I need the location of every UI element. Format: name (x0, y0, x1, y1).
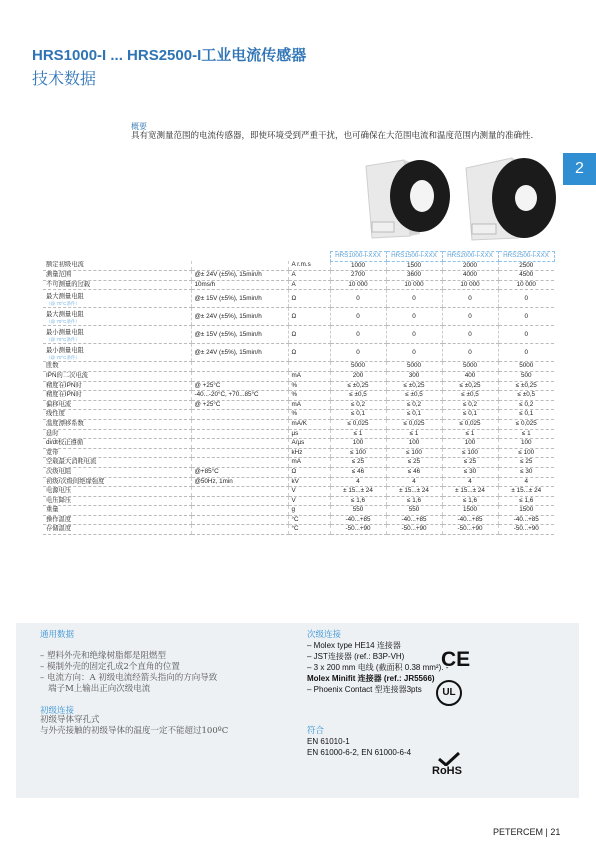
spec-row (43, 496, 554, 506)
spec-param (43, 410, 191, 420)
spec-value: ≤ 46 (330, 467, 386, 477)
spec-param (43, 271, 191, 281)
spec-value: ≤ 1 (386, 429, 442, 439)
spec-row (43, 410, 554, 420)
spec-value: ≤ 100 (498, 448, 554, 458)
spec-value: 5000 (498, 362, 554, 372)
spec-row (43, 261, 554, 271)
spec-condition: @± 15V (±5%), 15min/h (191, 326, 288, 344)
spec-header-row (43, 252, 554, 262)
spec-row (43, 439, 554, 449)
spec-value: ≤ 0,2 (386, 400, 442, 410)
spec-param-label: 次级电阻 (46, 467, 72, 475)
spec-unit: A (288, 280, 330, 290)
description-text: 具有宽测量范围的电流传感器，即使环境受到严重干扰，也可确保在大范围电流和温度范围内测量的准确性. (131, 131, 534, 141)
spec-condition (191, 419, 288, 429)
spec-param-note: （@ 70°C条件） (46, 354, 80, 360)
spec-param-label: 额定初级电流 (46, 261, 84, 269)
spec-param-label: 初级/次级间绝缘强度 (46, 477, 105, 485)
spec-unit: kHz (288, 448, 330, 458)
general-item: – 塑料外壳和绝缘树脂都是阻燃型 (40, 651, 166, 661)
spec-row (43, 271, 554, 281)
spec-row (43, 515, 554, 525)
product-image-large (462, 152, 558, 242)
spec-param-note: （@ 70°C条件） (46, 318, 80, 324)
spec-param-label: 精度在IPN时 (46, 391, 82, 399)
spec-value: 0 (386, 308, 442, 326)
spec-table (43, 251, 555, 535)
spec-value: ± 15...± 24 (386, 487, 442, 497)
compliance-line: EN 61000-6-2, EN 61000-6-4 (307, 748, 412, 757)
spec-condition (191, 371, 288, 381)
spec-condition: @ +25°C (191, 400, 288, 410)
spec-value: 4500 (498, 271, 554, 281)
general-item: – 电流方向：A 初级电流经箭头指向的方向导致 (40, 673, 218, 683)
spec-param-label: 最小测量电阻 (46, 346, 84, 354)
spec-param (43, 400, 191, 410)
spec-row (43, 391, 554, 401)
spec-unit: mA (288, 371, 330, 381)
spec-param-label: 不可测量的过载 (46, 280, 91, 288)
spec-param-label: di/dt校正遵循 (46, 439, 84, 447)
spec-param-label: 操作温度 (46, 515, 72, 523)
page-subtitle: 技术数据 (32, 71, 97, 88)
product-image-small (358, 152, 454, 242)
spec-param-label: 匝数 (46, 362, 59, 370)
spec-row (43, 400, 554, 410)
spec-value: 4 (442, 477, 498, 487)
spec-param (43, 419, 191, 429)
spec-param (43, 344, 191, 362)
spec-value: 0 (442, 308, 498, 326)
spec-value: ≤ ±0,5 (442, 391, 498, 401)
spec-param (43, 439, 191, 449)
spec-value: 0 (330, 326, 386, 344)
spec-value: 0 (386, 326, 442, 344)
spec-condition: @ +25°C (191, 381, 288, 391)
spec-condition (191, 525, 288, 535)
spec-unit: % (288, 410, 330, 420)
spec-row (43, 487, 554, 497)
spec-unit: mA (288, 400, 330, 410)
spec-value: ≤ 0,2 (330, 400, 386, 410)
spec-value: 4 (498, 477, 554, 487)
spec-value: ≤ 0,025 (330, 419, 386, 429)
spec-condition: @± 15V (±5%), 15min/h (191, 290, 288, 308)
spec-unit: % (288, 381, 330, 391)
spec-value: 0 (498, 344, 554, 362)
general-item: 端子M上输出正向次级电流 (40, 684, 151, 694)
footer (493, 827, 560, 837)
spec-value: ≤ 0,1 (498, 410, 554, 420)
spec-param (43, 496, 191, 506)
spec-value: -50...+90 (498, 525, 554, 535)
spec-row (43, 429, 554, 439)
spec-value: ≤ 25 (330, 458, 386, 468)
spec-value: ≤ ±0,5 (498, 391, 554, 401)
spec-value: ≤ 1 (330, 429, 386, 439)
spec-param-label: 最大测量电阻 (46, 310, 84, 318)
spec-param-label: 最大测量电阻 (46, 292, 84, 300)
spec-value: 0 (442, 326, 498, 344)
spec-param (43, 506, 191, 516)
spec-condition: @50Hz, 1min (191, 477, 288, 487)
spec-param-label: 测量范围 (46, 271, 72, 279)
spec-unit: Ω (288, 344, 330, 362)
spec-param-label: 延时 (46, 429, 59, 437)
spec-value: 4000 (442, 271, 498, 281)
spec-unit: mA/K (288, 419, 330, 429)
ce-mark-icon: CE (441, 648, 471, 671)
spec-unit: Ω (288, 467, 330, 477)
spec-row (43, 290, 554, 308)
spec-value: ≤ ±0,5 (330, 391, 386, 401)
spec-value: 2500 (498, 261, 554, 271)
spec-value: ≤ ±0,5 (386, 391, 442, 401)
spec-param-label: 精度在IPN时 (46, 381, 82, 389)
spec-value: 100 (330, 439, 386, 449)
spec-value: 400 (442, 371, 498, 381)
spec-value: 0 (330, 290, 386, 308)
spec-value: 550 (330, 506, 386, 516)
spec-condition (191, 429, 288, 439)
spec-value: ≤ 0,2 (498, 400, 554, 410)
spec-value: 0 (498, 326, 554, 344)
spec-col-header: HRS1000-I-XXX (330, 252, 386, 262)
spec-row (43, 381, 554, 391)
spec-value: 0 (386, 290, 442, 308)
spec-row (43, 280, 554, 290)
spec-condition (191, 487, 288, 497)
spec-value: 5000 (386, 362, 442, 372)
spec-value: ≤ ±0,25 (498, 381, 554, 391)
spec-value: -50...+90 (386, 525, 442, 535)
section-tab: 2 (563, 153, 596, 185)
footer-brand: PETERCEM (493, 827, 544, 837)
spec-value: -40...+85 (498, 515, 554, 525)
spec-condition (191, 261, 288, 271)
spec-param-label: 电压降压 (46, 496, 72, 504)
spec-condition (191, 362, 288, 372)
spec-condition (191, 496, 288, 506)
secondary-line: – 3 x 200 mm 电线 (截面积 0.38 mm²). - (307, 663, 449, 672)
spec-value: 550 (386, 506, 442, 516)
spec-row (43, 458, 554, 468)
spec-value: -40...+85 (442, 515, 498, 525)
spec-param (43, 448, 191, 458)
spec-condition: @± 24V (±5%), 15min/h (191, 271, 288, 281)
spec-value: 4 (330, 477, 386, 487)
spec-param (43, 467, 191, 477)
spec-row (43, 506, 554, 516)
spec-value: ≤ 100 (386, 448, 442, 458)
spec-value: ± 15...± 24 (442, 487, 498, 497)
spec-value: 0 (330, 344, 386, 362)
spec-value: ≤ 0,1 (386, 410, 442, 420)
spec-value: 1500 (386, 261, 442, 271)
spec-param-label: 空载最大消耗电流 (46, 458, 97, 466)
spec-col-header: HRS2000-I-XXX (442, 252, 498, 262)
spec-param (43, 487, 191, 497)
spec-condition: @+85°C (191, 467, 288, 477)
spec-param (43, 290, 191, 308)
spec-value: 0 (330, 308, 386, 326)
spec-condition (191, 448, 288, 458)
secondary-heading: 次级连接 (307, 629, 342, 639)
info-box (16, 623, 579, 798)
spec-param-label: 偏移电流 (46, 400, 72, 408)
spec-value: 100 (498, 439, 554, 449)
spec-param-label: 最小测量电阻 (46, 328, 84, 336)
spec-condition: 10ms/h (191, 280, 288, 290)
spec-param (43, 525, 191, 535)
spec-value: ≤ 0,1 (442, 410, 498, 420)
spec-param-note: （@ 70°C条件） (46, 300, 80, 306)
spec-row (43, 525, 554, 535)
spec-value: ≤ 100 (330, 448, 386, 458)
spec-value: ≤ 1,6 (498, 496, 554, 506)
spec-unit: A/µs (288, 439, 330, 449)
spec-condition (191, 410, 288, 420)
general-item: – 模制外壳的固定孔成2个直角的位置 (40, 662, 180, 672)
spec-unit: A r.m.s (288, 261, 330, 271)
primary-line: 与外壳接触的初级导体的温度一定不能超过100ºC (40, 726, 229, 736)
spec-condition (191, 458, 288, 468)
spec-col-header: HRS2500-I-XXX (498, 252, 554, 262)
spec-value: 0 (442, 290, 498, 308)
spec-value: ≤ 0,025 (386, 419, 442, 429)
secondary-line: Molex Minifit 连接器 (ref.: JR5566) (307, 674, 435, 683)
spec-row (43, 419, 554, 429)
spec-row (43, 326, 554, 344)
spec-param (43, 458, 191, 468)
spec-condition (191, 515, 288, 525)
spec-value: 10 000 (386, 280, 442, 290)
spec-param-label: 宽带 (46, 448, 59, 456)
spec-param (43, 261, 191, 271)
spec-value: ± 15...± 24 (330, 487, 386, 497)
spec-value: ≤ ±0,25 (442, 381, 498, 391)
spec-value: 10 000 (330, 280, 386, 290)
spec-value: ≤ 1 (498, 429, 554, 439)
spec-value: ≤ 0,2 (442, 400, 498, 410)
spec-value: ≤ 0,025 (442, 419, 498, 429)
spec-value: 5000 (330, 362, 386, 372)
spec-value: ≤ ±0,25 (386, 381, 442, 391)
footer-separator: | (545, 827, 548, 837)
spec-value: ≤ 25 (498, 458, 554, 468)
spec-value: ≤ 1 (442, 429, 498, 439)
spec-value: 0 (442, 344, 498, 362)
spec-row (43, 467, 554, 477)
spec-row (43, 477, 554, 487)
spec-unit: % (288, 391, 330, 401)
spec-value: 100 (386, 439, 442, 449)
spec-value: -40...+85 (330, 515, 386, 525)
spec-value: ≤ ±0,25 (330, 381, 386, 391)
spec-unit: Ω (288, 290, 330, 308)
spec-param (43, 381, 191, 391)
compliance-heading: 符合 (307, 725, 325, 735)
spec-param-label: 重量 (46, 506, 59, 514)
page-number: 21 (550, 827, 561, 837)
spec-value: ≤ 0,1 (330, 410, 386, 420)
spec-param (43, 326, 191, 344)
spec-unit: °C (288, 515, 330, 525)
spec-value: ≤ 0,025 (498, 419, 554, 429)
spec-unit: mA (288, 458, 330, 468)
spec-unit: °C (288, 525, 330, 535)
spec-value: ≤ 25 (442, 458, 498, 468)
spec-unit: kV (288, 477, 330, 487)
spec-value: 0 (498, 308, 554, 326)
spec-param (43, 477, 191, 487)
spec-row (43, 308, 554, 326)
rohs-mark-icon: RoHS (432, 765, 462, 777)
spec-value: ≤ 1,6 (386, 496, 442, 506)
spec-param (43, 429, 191, 439)
spec-value: 2000 (442, 261, 498, 271)
secondary-line: – Phoenix Contact 型连接器3pts (307, 685, 422, 694)
spec-unit (288, 362, 330, 372)
spec-param-label: 线性度 (46, 410, 65, 418)
secondary-line: – Molex type HE14 连接器 (307, 641, 401, 650)
spec-value: 200 (330, 371, 386, 381)
compliance-line: EN 61010-1 (307, 737, 350, 746)
spec-value: ≤ 25 (386, 458, 442, 468)
spec-value: 4 (386, 477, 442, 487)
spec-condition (191, 506, 288, 516)
spec-value: 500 (498, 371, 554, 381)
spec-value: 2700 (330, 271, 386, 281)
spec-value: 1500 (498, 506, 554, 516)
secondary-line: – JST连接器 (ref.: B3P-VH) (307, 652, 405, 661)
spec-value: ≤ 1,6 (442, 496, 498, 506)
spec-value: -40...+85 (386, 515, 442, 525)
spec-param (43, 280, 191, 290)
spec-value: ≤ 30 (442, 467, 498, 477)
spec-param-label: IPN的二次电流 (46, 371, 88, 379)
spec-value: 0 (386, 344, 442, 362)
ul-mark-icon: UL (436, 680, 462, 706)
spec-unit: V (288, 496, 330, 506)
spec-param (43, 391, 191, 401)
check-mark-icon (438, 752, 460, 766)
spec-value: -50...+90 (330, 525, 386, 535)
spec-unit: A (288, 271, 330, 281)
spec-value: 300 (386, 371, 442, 381)
spec-condition: -40...-20°C, +70...85°C (191, 391, 288, 401)
spec-value: 100 (442, 439, 498, 449)
spec-unit: g (288, 506, 330, 516)
spec-param (43, 371, 191, 381)
spec-unit: µs (288, 429, 330, 439)
spec-row (43, 448, 554, 458)
spec-param (43, 515, 191, 525)
spec-row (43, 362, 554, 372)
spec-value: 10 000 (498, 280, 554, 290)
spec-condition (191, 439, 288, 449)
spec-col-header: HRS1500-I-XXX (386, 252, 442, 262)
general-heading: 通用数据 (40, 629, 75, 639)
description-label: 概要 (131, 122, 147, 131)
spec-row (43, 344, 554, 362)
spec-value: 1000 (330, 261, 386, 271)
spec-unit: Ω (288, 308, 330, 326)
spec-value: ≤ 30 (498, 467, 554, 477)
spec-value: ≤ 46 (386, 467, 442, 477)
spec-param-label: 存储温度 (46, 525, 72, 533)
spec-value: 0 (498, 290, 554, 308)
spec-value: 3600 (386, 271, 442, 281)
spec-value: ≤ 1,6 (330, 496, 386, 506)
spec-condition: @± 24V (±5%), 15min/h (191, 344, 288, 362)
spec-unit: Ω (288, 326, 330, 344)
spec-value: ± 15...± 24 (498, 487, 554, 497)
spec-row (43, 371, 554, 381)
spec-condition: @± 24V (±5%), 15min/h (191, 308, 288, 326)
spec-value: 5000 (442, 362, 498, 372)
spec-value: -50...+90 (442, 525, 498, 535)
spec-value: 10 000 (442, 280, 498, 290)
spec-param-label: 电源电压 (46, 487, 72, 495)
spec-param (43, 362, 191, 372)
primary-line: 初级导体穿孔式 (40, 715, 100, 725)
spec-value: ≤ 100 (442, 448, 498, 458)
spec-param-note: （@ 70°C条件） (46, 336, 80, 342)
spec-param (43, 308, 191, 326)
page-title: HRS1000-I ... HRS2500-I工业电流传感器 (32, 47, 307, 64)
spec-unit: V (288, 487, 330, 497)
spec-param-label: 温度漂移系数 (46, 419, 84, 427)
spec-value: 1500 (442, 506, 498, 516)
primary-heading: 初级连接 (40, 705, 75, 715)
